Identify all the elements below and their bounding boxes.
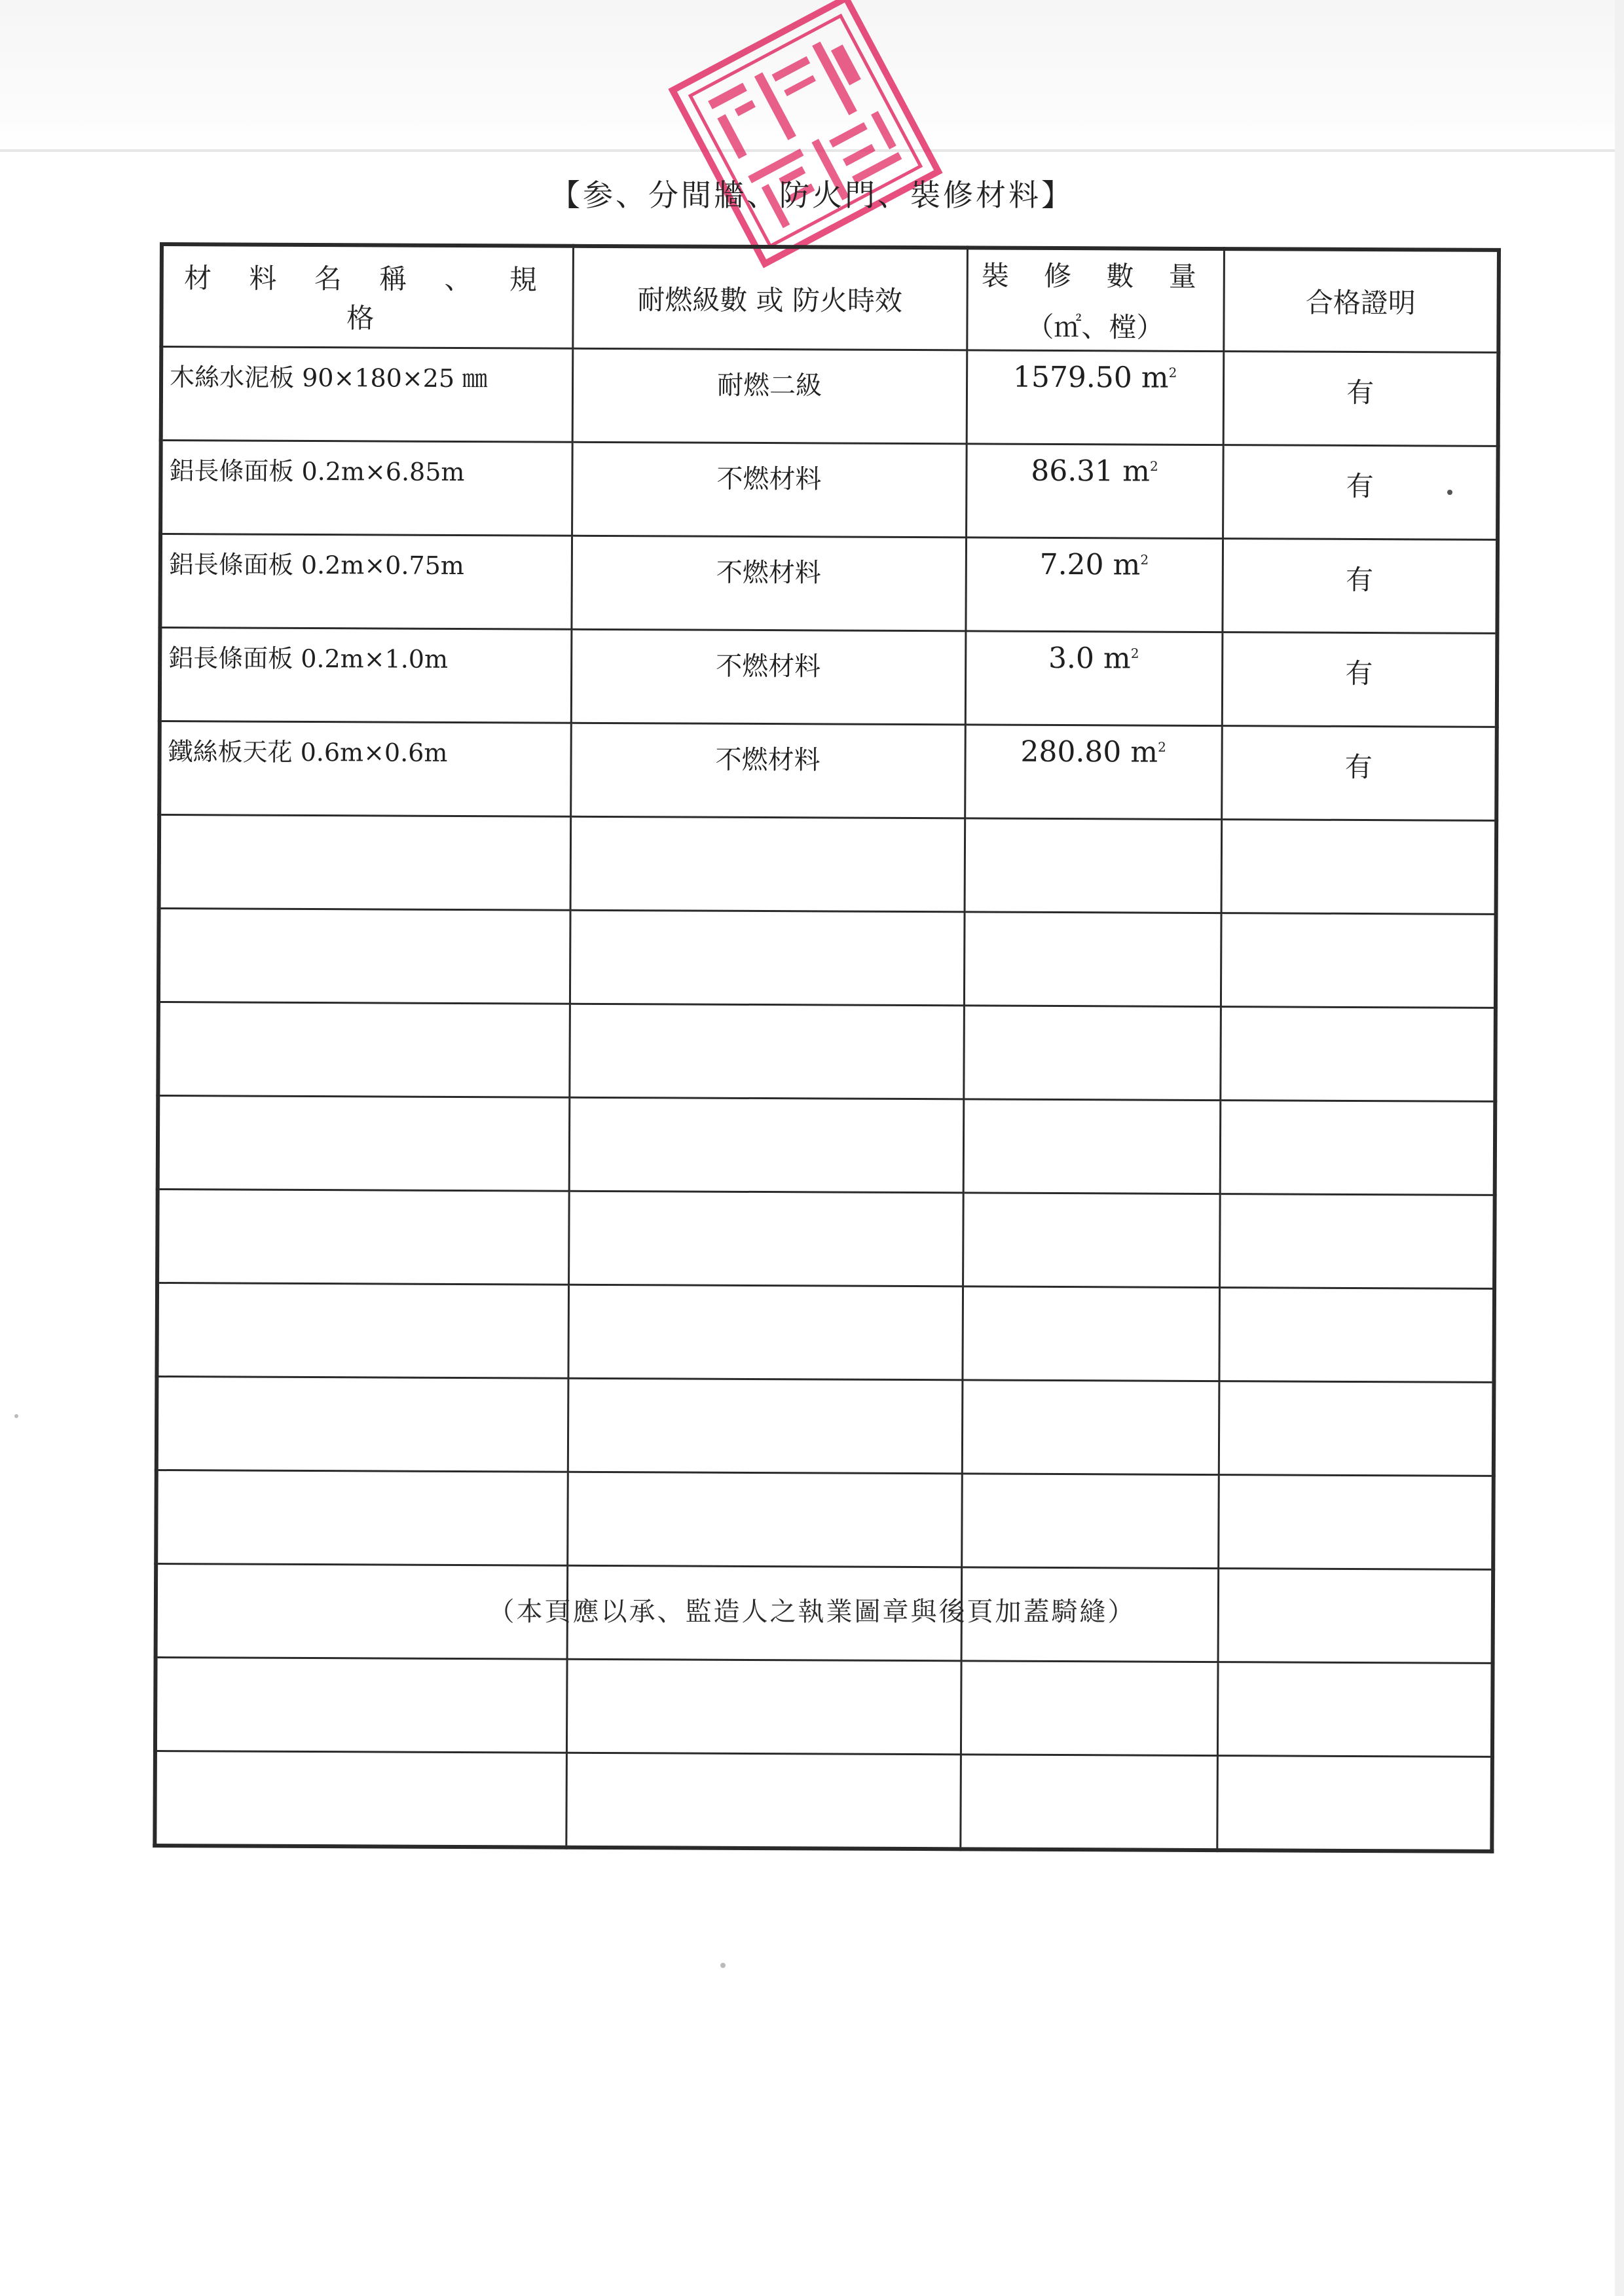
quantity-value: 3.0 [1048,641,1095,676]
cell-certificate: 有 [1222,632,1498,727]
quantity-unit: m [1113,548,1141,582]
cell-quantity [967,350,1224,445]
header-quantity [967,247,1224,351]
cell-fire-rating: 不燃材料 [572,442,967,538]
cell-fire-rating [570,816,965,912]
materials-table-wrapper [154,242,1497,1558]
header-certificate: 合格證明 [1223,249,1499,352]
table-row [159,721,1497,821]
section-title: 【参、分間牆、防火門、裝修材料】 [550,177,1074,213]
cell-certificate: 有 [1222,539,1498,634]
quantity-unit-superscript: 2 [1140,551,1149,568]
table-header-row [161,244,1499,352]
quantity-unit-superscript: 2 [1158,739,1166,756]
cell-material-name [158,1002,570,1098]
cell-fire-rating [570,910,965,1006]
cell-fire-rating: 不燃材料 [570,723,965,818]
table-row [157,1189,1495,1288]
cell-material-name: 鋁長條面板 0.2m×0.75m [160,534,572,630]
cell-certificate [1220,1007,1496,1102]
cell-certificate: 有 [1223,445,1498,540]
quantity-unit: m [1130,735,1158,769]
table-row [155,1751,1492,1851]
cell-material-name: 木絲水泥板 90×180×25 ㎜ [161,347,573,443]
cell-quantity [961,1474,1219,1569]
table-row [155,1657,1493,1757]
scan-speck [1447,490,1452,495]
cell-material-name [159,815,571,911]
cell-quantity [961,1661,1218,1756]
cell-certificate: 有 [1221,726,1497,821]
cell-certificate [1217,1756,1492,1851]
cell-quantity [962,1286,1219,1381]
cell-material-name [157,1376,568,1472]
header-fire-rating: 耐燃級數 或 防火時效 [572,246,967,350]
cell-fire-rating [568,1378,963,1474]
table-row [160,628,1498,727]
header-material-name: 材 料 名 稱 、 規 格 [161,244,573,348]
cell-material-name: 鐵絲板天花 0.6m×0.6m [159,721,571,817]
table-row [157,1376,1494,1476]
cell-material-name [155,1657,567,1753]
table-row [158,1002,1496,1102]
cell-quantity [965,818,1222,913]
scan-right-edge [1615,0,1624,2296]
quantity-unit: m [1141,361,1169,395]
cell-quantity [962,1380,1219,1475]
cell-quantity [965,725,1222,820]
cell-certificate [1217,1662,1493,1757]
cell-certificate [1219,1194,1495,1289]
cell-certificate [1221,913,1496,1008]
cell-material-name: 鋁長條面板 0.2m×6.85m [160,441,572,536]
footer-note: （本頁應以承、監造人之執業圖章與後頁加蓋騎縫） [488,1597,1136,1627]
cell-certificate: 有 [1223,352,1499,446]
table-row [161,347,1499,446]
table-row [159,815,1497,915]
cell-quantity [964,912,1221,1007]
cell-quantity [966,444,1223,539]
cell-material-name [158,1096,570,1192]
quantity-value: 86.31 [1031,454,1114,488]
table-row [157,1283,1494,1382]
table-row [156,1470,1494,1569]
cell-quantity [965,538,1223,632]
table-row [158,1096,1496,1195]
cell-certificate [1219,1288,1494,1383]
cell-material-name [157,1189,569,1285]
table-row [160,534,1498,634]
cell-fire-rating: 不燃材料 [571,629,966,725]
quantity-value: 7.20 [1039,547,1104,582]
cell-material-name [158,909,570,1004]
cell-fire-rating: 耐燃二級 [572,348,967,444]
cell-fire-rating [568,1191,963,1286]
cell-certificate [1218,1475,1494,1570]
quantity-value: 280.80 [1020,735,1122,769]
scan-speck [14,1414,18,1418]
cell-fire-rating [567,1472,962,1567]
cell-material-name [157,1283,568,1378]
table-row [160,441,1498,540]
quantity-unit: m [1103,642,1131,676]
cell-fire-rating: 不燃材料 [571,536,966,631]
quantity-value: 1579.50 [1012,360,1132,395]
cell-fire-rating [566,1753,961,1849]
header-quantity-label: 裝 修 數 量 [981,259,1209,293]
cell-quantity [965,631,1223,726]
quantity-unit-superscript: 2 [1168,365,1177,381]
header-quantity-unit: （㎡、樘） [1026,310,1164,344]
cell-fire-rating [569,1097,964,1193]
cell-certificate [1219,1381,1494,1476]
cell-certificate [1220,1101,1496,1195]
cell-quantity [963,1193,1220,1288]
cell-fire-rating [568,1285,963,1380]
cell-quantity [960,1755,1217,1850]
cell-material-name: 鋁長條面板 0.2m×1.0m [160,628,572,723]
scan-speck [720,1963,726,1968]
quantity-unit-superscript: 2 [1130,645,1139,661]
cell-material-name [156,1470,568,1565]
cell-fire-rating [566,1659,961,1755]
cell-quantity [963,1099,1221,1194]
cell-certificate [1221,820,1497,915]
quantity-unit: m [1122,454,1151,488]
table-row [158,909,1496,1008]
quantity-unit-superscript: 2 [1149,458,1158,474]
cell-material-name [155,1751,566,1847]
cell-quantity [963,1006,1221,1101]
cell-fire-rating [569,1004,964,1099]
